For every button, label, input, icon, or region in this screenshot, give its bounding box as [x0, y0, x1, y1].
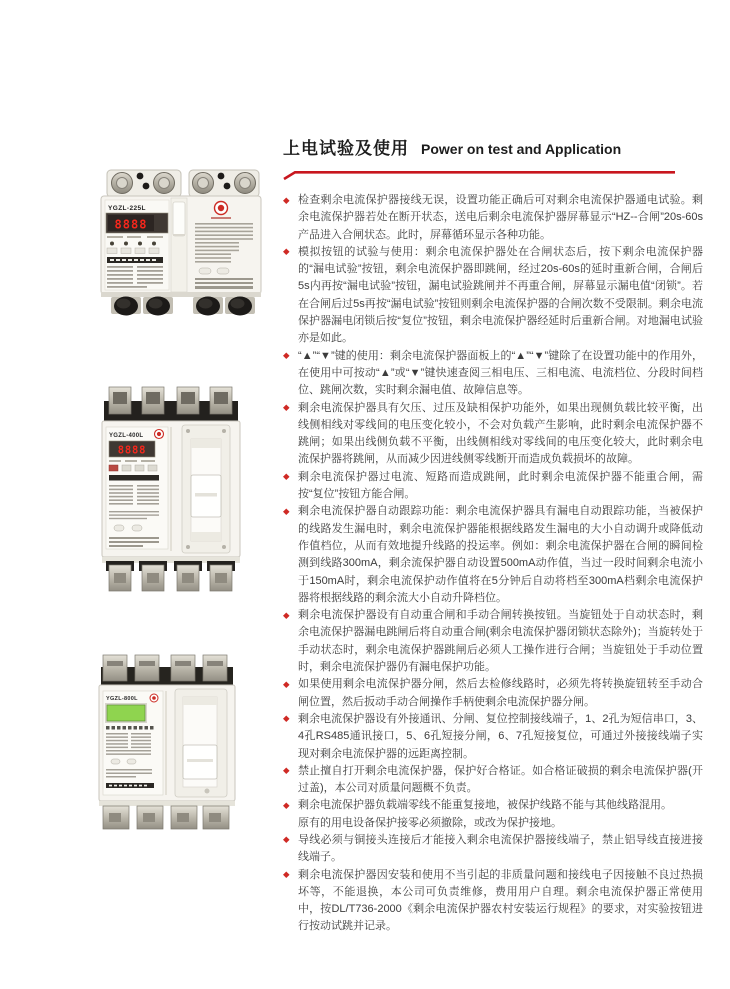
- title-underline: [283, 162, 677, 182]
- diamond-bullet-icon: ◆: [283, 609, 290, 620]
- bottom-terminals: [102, 557, 240, 591]
- top-terminals: [104, 387, 238, 421]
- diamond-bullet-icon: ◆: [283, 799, 290, 810]
- bullet-item: ◆ 如果使用剩余电流保护器分闸，然后去检修线路时，必须先将转换旋钮转至手动合闸位置，然后扳动手动合闸操作手柄使剩余电流保护器分闸。: [283, 678, 703, 708]
- diamond-bullet-icon: ◆: [283, 678, 290, 689]
- bullet-item: ◆ 剩余电流保护器设有外接通讯、分闸、复位控制接线端子，1、2孔为短信串口，3、4孔RS485通讯接口，5、6孔短接分闸，6、7孔短接复位，可通过外接接线端子实现对剩余电流保护器的远距离控制。: [283, 712, 703, 760]
- led-digits: 8888: [114, 217, 148, 232]
- front-label-panel: [105, 200, 169, 290]
- bullet-item: ◆ 剩余电流保护器自动跟踪功能：剩余电流保护器具有漏电自动跟踪功能，当被保护的线路发生漏电时，剩余电流保护器能根据线路发生漏电的大小自动调升或降低动作值档位，从而有效地提升线路的投运率。例如：剩余电流保护器在合闸的瞬间检测到线路300mA，剩余流保护器自动设置500mA动作值，当过一段时间剩余电流小于150mA时，剩余电流保护动作值将在5分钟后自动将档至300mA档剩余电流保护器将根据线路的剩余流大小自动升降档位。: [283, 505, 703, 604]
- bottom-terminals: [101, 292, 261, 316]
- breaker-1-illustration: [99, 164, 264, 317]
- breaker-2-illustration: [100, 385, 242, 593]
- led-digits: 8888: [117, 444, 147, 457]
- section-header: [283, 134, 703, 159]
- lcd-display: [107, 705, 145, 721]
- page-title-en: Power on test and Application: [421, 141, 622, 157]
- bullet-item: ◆ 禁止擅自打开剩余电流保护器，保护好合格证。如合格证破损的剩余电流保护器(开过盖)，本公司对质量问题概不负责。: [283, 764, 703, 795]
- bullet-item: ◆ 剩余电流保护器设有自动重合闸和手动合闸转换按钮。当旋钮处于自动状态时，剩余电流保护器漏电跳闸后将自动重合闸(剩余电流保护器闭锁状态除外)；当旋转处于手动状态时，剩余电流保护器跳闸后必须人工操作进行合闸；当旋钮处于手动位置时，剩余电流保护器仍有漏电保护功能。: [283, 609, 703, 674]
- model-number: YGZL-400L: [109, 433, 144, 439]
- bullet-item: ◆ 剩余电流保护器因安装和使用不当引起的非质量问题和接线电子因接触不良过热损坏等，不能退换，本公司可负责维修，费用用户自理。剩余电流保护器正常使用中，按DL/T736-2000《剩余电流保护器农村安装运行规程》的要求，对实验按钮进行按动试跳并记录。: [283, 868, 703, 933]
- text-column: [283, 134, 703, 936]
- breaker-image-1: [99, 164, 264, 317]
- center-rocker: [171, 198, 187, 292]
- front-label-panel: [103, 691, 163, 795]
- diamond-bullet-icon: ◆: [283, 765, 290, 776]
- bullet-item: ◆ 剩余电流保护器过电流、短路而造成跳闸，此时剩余电流保护器不能重合闸，需按“复位”按钮方能合闸。: [283, 470, 703, 501]
- bullet-item: ◆ 导线必须与铜接头连接后才能接入剩余电流保护器接线端子，禁止铝导线直接进接线端子。: [283, 833, 703, 864]
- bullet-item: ◆ 剩余电流保护器具有欠压、过压及缺相保护功能外，如果出现侧负载比较平衡，出线侧相线对零线间的电压变化较小，不会对负载产生影响，此时剩余电流保护器不跳闸；如果出线侧负载不平衡，出线侧相线对零线间的电压变化较大，此时剩余电流保护器将跳闸，从而减少因进线侧零线断开而造成负载损坏的故障。: [283, 401, 703, 466]
- diamond-bullet-icon: ◆: [283, 869, 290, 880]
- diamond-bullet-icon: ◆: [283, 505, 290, 516]
- breaker-image-2: [100, 385, 242, 593]
- breaker-image-3: [97, 653, 237, 831]
- front-label-panel: [106, 427, 168, 549]
- diamond-bullet-icon: ◆: [283, 194, 290, 205]
- black-name-strip: [109, 475, 159, 481]
- top-terminals: [107, 170, 259, 197]
- model-number: YGZL-225L: [108, 205, 146, 212]
- diamond-bullet-icon: ◆: [283, 246, 290, 257]
- bullet-item: ◆ 检查剩余电流保护器接线无误，设置功能正确后可对剩余电流保护器通电试验。剩余电流保护器若处在断开状态，送电后剩余电流保护器屏幕显示“HZ--合闸”20s-60s产品进入合闸状态。此时，屏幕循环显示各种功能。: [283, 194, 703, 241]
- bullet-item: ◆ 剩余电流保护器负载端零线不能重复接地，被保护线路不能与其他线路混用。 原有的用电设备保护接零必须撤除，或改为保护接地。: [283, 799, 672, 829]
- bullet-item: ◆ 模拟按钮的试验与使用：剩余电流保护器处在合闸状态后，按下剩余电流保护器的“漏电试验”按钮，剩余电流保护器即跳闸，经过20s-60s的延时重新合闸，合闸后5s内再按“漏电试验”按钮，漏电试验跳闸并不再重合闸，屏幕显示漏电值“闭锁”。若在合闸后过5s再按“漏电试验”按钮则剩余电流保护器的合闸次数不受限制。剩余电流保护器漏电闭锁后按“复位”按钮，剩余电流保护器经延时后重新合闸。对地漏电试验亦是如此。: [283, 245, 703, 345]
- diamond-bullet-icon: ◆: [283, 402, 290, 413]
- diamond-bullet-icon: ◆: [283, 350, 290, 361]
- operating-handle: [175, 689, 227, 797]
- diamond-bullet-icon: ◆: [283, 713, 290, 724]
- bottom-terminals: [99, 801, 235, 829]
- breaker-3-illustration: [97, 653, 237, 831]
- diamond-bullet-icon: ◆: [283, 471, 290, 482]
- bullet-list: [283, 192, 703, 936]
- operating-handle: [182, 425, 230, 553]
- diamond-bullet-icon: ◆: [283, 834, 290, 845]
- model-number: YGZL-800L: [106, 696, 138, 702]
- top-terminals: [101, 655, 233, 685]
- page-title-zh: 上电试验及使用: [283, 139, 409, 158]
- bullet-item: ◆ “▲”“▼”键的使用：剩余电流保护器面板上的“▲”“▼”键除了在设置功能中的作用外，在使用中可按动“▲”或“▼”键快速查阅三相电压、三相电流、电流档位、分段时间档位、跳闸次数，实时剩余漏电值、故障信息等。: [283, 349, 703, 397]
